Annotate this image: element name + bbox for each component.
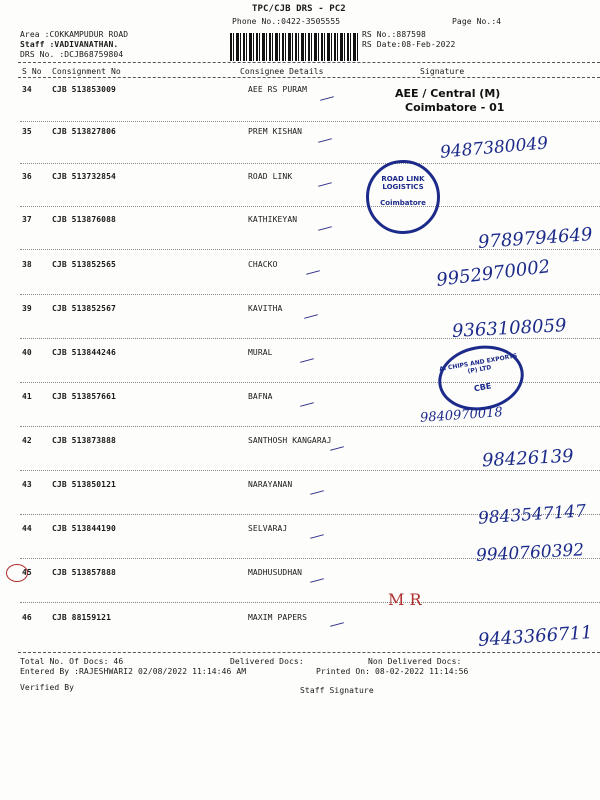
signature-phone: 9789794649 — [477, 224, 594, 253]
row-consignment: CJB 88159121 — [52, 613, 111, 622]
red-initials: M R — [388, 590, 422, 609]
signature-phone: 9843547147 — [477, 501, 587, 529]
row-sno: 45 — [22, 568, 32, 577]
entered-by: Entered By :RAJESHWARI2 02/08/2022 11:14:46 AM — [20, 667, 247, 676]
row-separator — [20, 470, 600, 471]
signature-phone: 98426139 — [481, 445, 575, 472]
row-sno: 44 — [22, 524, 32, 533]
row-sno: 42 — [22, 436, 32, 445]
row-sno: 37 — [22, 215, 32, 224]
row-consignment: CJB 513853009 — [52, 85, 116, 94]
row-consignee: AEE RS PURAM — [248, 85, 307, 94]
row-consignment: CJB 513732854 — [52, 172, 116, 181]
drs-number: DRS No. :DCJB68759804 — [20, 50, 124, 59]
total-docs: Total No. Of Docs: 46 — [20, 657, 124, 666]
non-delivered-docs: Non Delivered Docs: — [368, 657, 462, 666]
staff-signature: Staff Signature — [300, 686, 374, 695]
tick-mark — [330, 446, 344, 451]
header-divider-top — [18, 62, 600, 63]
signature-phone: 9363108059 — [451, 315, 568, 342]
row-consignment: CJB 513850121 — [52, 480, 116, 489]
col-consignment: Consignment No — [52, 67, 121, 76]
tick-mark — [320, 96, 334, 101]
row-consignment: CJB 513876088 — [52, 215, 116, 224]
tick-mark — [306, 270, 320, 275]
row-separator — [20, 121, 600, 122]
row-separator — [20, 294, 600, 295]
row-consignment: CJB 513857888 — [52, 568, 116, 577]
row-separator — [20, 426, 600, 427]
row-sno: 43 — [22, 480, 32, 489]
rs-date: RS Date:08-Feb-2022 — [362, 40, 456, 49]
signature-phone: 9840970018 — [419, 405, 504, 426]
row-consignment: CJB 513857661 — [52, 392, 116, 401]
row-separator — [20, 206, 600, 207]
signature-phone: 9952970002 — [435, 256, 552, 291]
row-consignee: KATHIKEYAN — [248, 215, 298, 224]
row-sno: 41 — [22, 392, 32, 401]
tick-mark — [310, 490, 324, 495]
tick-mark — [318, 138, 332, 143]
row-sno: 46 — [22, 613, 32, 622]
row-sno: 39 — [22, 304, 32, 313]
row-consignee: ROAD LINK — [248, 172, 293, 181]
signature-phone: 9443366711 — [477, 622, 594, 651]
row-sno: 40 — [22, 348, 32, 357]
tick-mark — [300, 402, 314, 407]
row-sno: 34 — [22, 85, 32, 94]
staff-label: Staff :VADIVANATHAN. — [20, 40, 119, 49]
tick-mark — [310, 534, 324, 539]
row-consignee: SELVARAJ — [248, 524, 288, 533]
row-consignee: SANTHOSH KANGARAJ — [248, 436, 332, 445]
row-consignment: CJB 513844190 — [52, 524, 116, 533]
row-consignment: CJB 513873888 — [52, 436, 116, 445]
rs-number: RS No.:887598 — [362, 30, 426, 39]
col-sno: S No — [22, 67, 42, 76]
row-separator — [20, 602, 600, 603]
tick-mark — [304, 314, 318, 319]
col-signature: Signature — [420, 67, 465, 76]
barcode — [230, 33, 360, 61]
row-consignment: CJB 513844246 — [52, 348, 116, 357]
verified-by: Verified By — [20, 683, 75, 692]
row-consignee: MURAL — [248, 348, 273, 357]
phone-number: Phone No.:0422-3505555 — [232, 17, 341, 26]
row-consignee: CHACKO — [248, 260, 278, 269]
footer-divider — [18, 652, 600, 653]
tick-mark — [300, 358, 314, 363]
page-number: Page No.:4 — [452, 17, 502, 26]
delivered-docs: Delivered Docs: — [230, 657, 304, 666]
chips-exports-stamp: AI CHIPS AND EXPORTS (P) LTD CBE — [433, 339, 529, 417]
signature-stamp-line1: AEE / Central (M) — [395, 87, 501, 100]
signature-stamp-line2: Coimbatore - 01 — [405, 101, 505, 114]
row-consignee: MAXIM PAPERS — [248, 613, 307, 622]
tick-mark — [330, 622, 344, 627]
printed-on: Printed On: 08-02-2022 11:14:56 — [316, 667, 469, 676]
area-label: Area :COKKAMPUDUR ROAD — [20, 30, 129, 39]
signature-phone: 9487380049 — [439, 133, 549, 163]
row-consignee: MADHUSUDHAN — [248, 568, 303, 577]
row-sno: 36 — [22, 172, 32, 181]
row-sno: 38 — [22, 260, 32, 269]
row-consignee: NARAYANAN — [248, 480, 293, 489]
road-link-stamp: ROAD LINK LOGISTICS Coimbatore — [366, 160, 440, 234]
row-separator — [20, 163, 600, 164]
tick-mark — [310, 578, 324, 583]
row-consignment: CJB 513827806 — [52, 127, 116, 136]
col-consignee: Consignee Details — [240, 67, 324, 76]
row-consignment: CJB 513852567 — [52, 304, 116, 313]
row-consignee: BAFNA — [248, 392, 273, 401]
header-divider-bottom — [18, 77, 600, 78]
tick-mark — [318, 226, 332, 231]
signature-phone: 9940760392 — [475, 540, 585, 566]
row-sno: 35 — [22, 127, 32, 136]
row-consignee: PREM KISHAN — [248, 127, 303, 136]
sheet-title: TPC/CJB DRS - PC2 — [252, 4, 346, 14]
row-consignment: CJB 513852565 — [52, 260, 116, 269]
row-consignee: KAVITHA — [248, 304, 283, 313]
tick-mark — [318, 182, 332, 187]
